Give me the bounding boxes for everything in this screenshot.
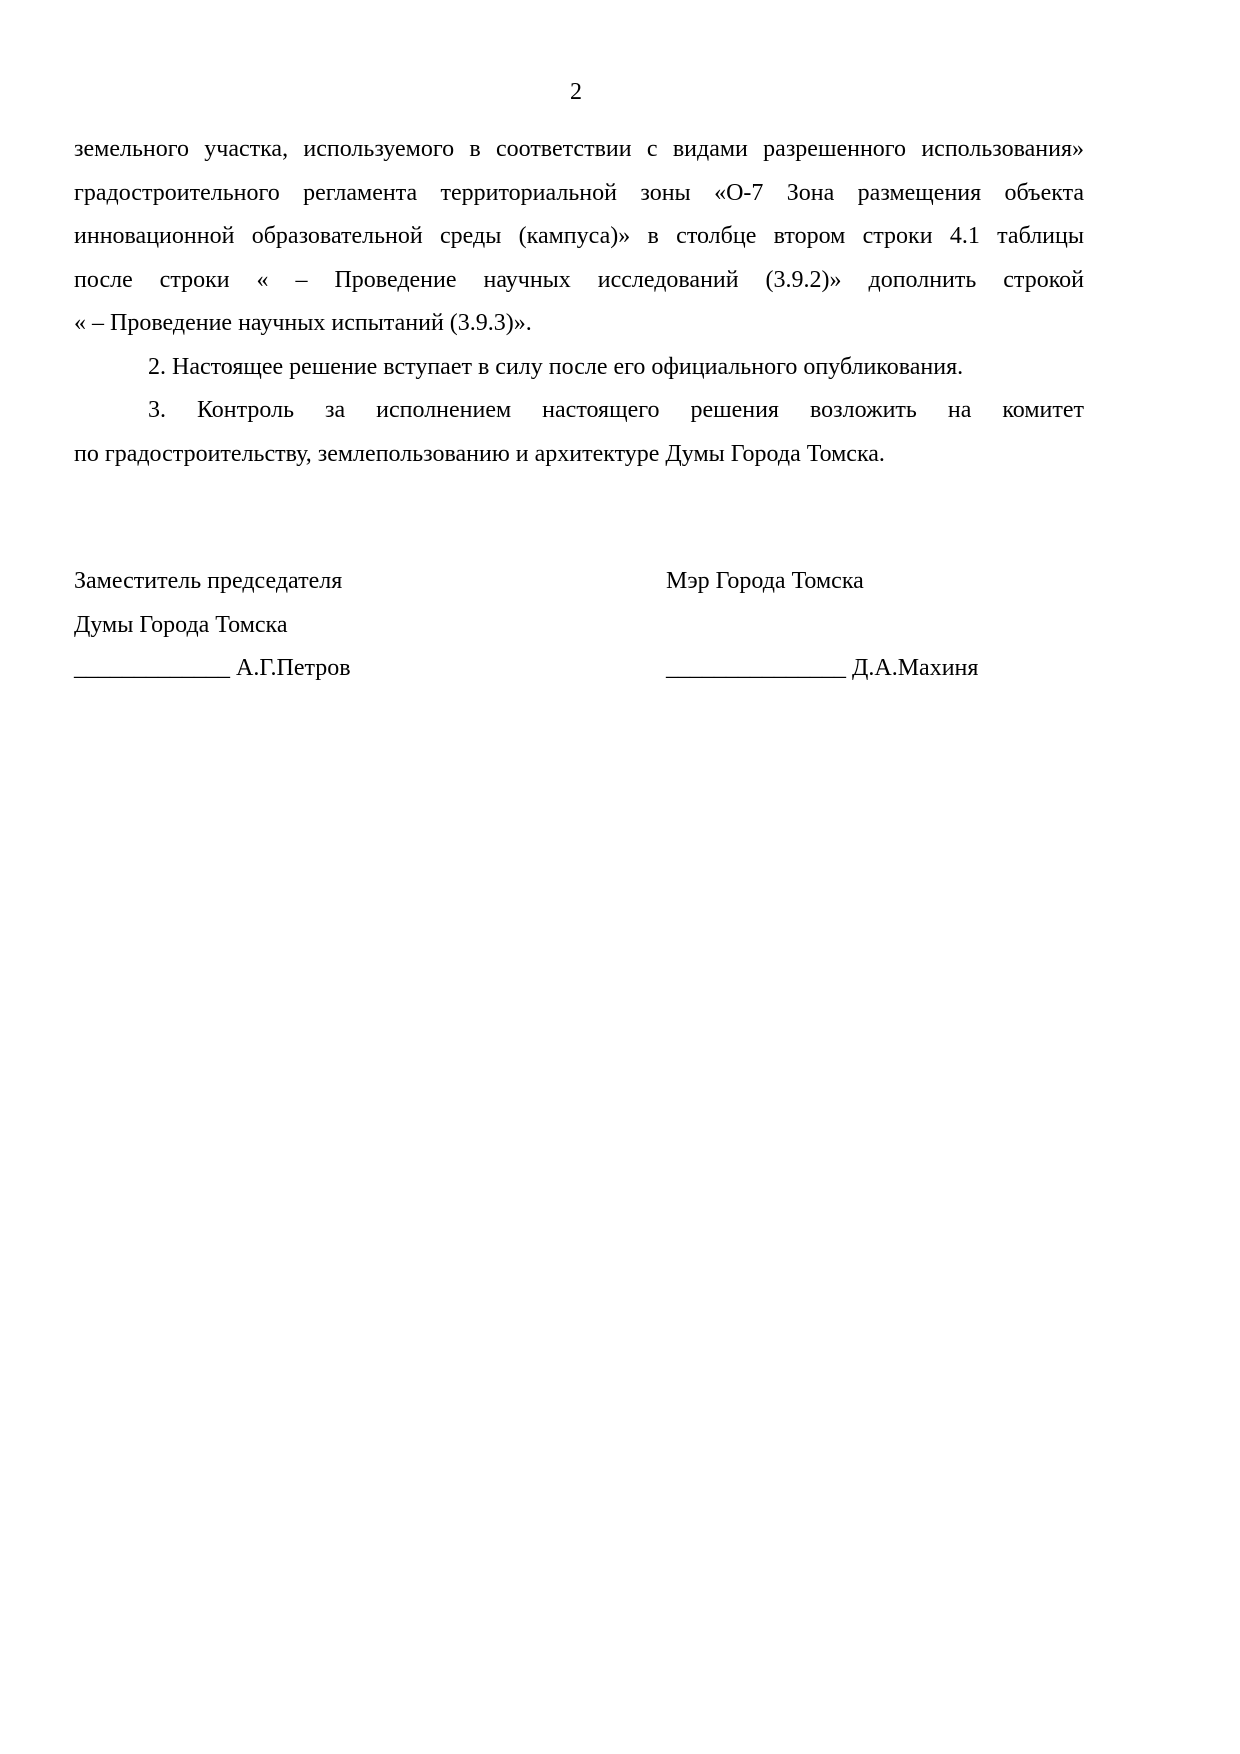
- deputy-chair-title: Заместитель председателя: [74, 568, 343, 594]
- paragraph-1-line-5: « – Проведение научных испытаний (3.9.3)».: [74, 310, 532, 336]
- paragraph-1-line-1: земельного участка, используемого в соответствии с видами разрешенного использования»: [74, 136, 1084, 162]
- deputy-chair-signature: _____________ А.Г.Петров: [74, 655, 351, 681]
- paragraph-1-line-3: инновационной образовательной среды (кампуса)» в столбце втором строки 4.1 таблицы: [74, 223, 1084, 249]
- paragraph-1: [74, 128, 1084, 346]
- signature-block-mayor: [666, 560, 1106, 691]
- paragraph-1-line-4: после строки « – Проведение научных исследований (3.9.2)» дополнить строкой: [74, 266, 1084, 293]
- page-number: 2: [570, 79, 582, 105]
- mayor-signature: _______________ Д.А.Махиня: [666, 655, 979, 681]
- paragraph-2: 2. Настоящее решение вступает в силу после его официального опубликования.: [148, 353, 964, 380]
- paragraph-3-line-1: 3. Контроль за исполнением настоящего решения возложить на комитет: [148, 397, 1084, 423]
- paragraph-3-line-2: по градостроительству, землепользованию и архитектуре Думы Города Томска.: [74, 440, 885, 467]
- mayor-spacer: [666, 604, 1106, 648]
- paragraph-3: [74, 389, 1084, 476]
- paragraph-1-line-2: градостроительного регламента территориальной зоны «О-7 Зона размещения объекта: [74, 179, 1084, 206]
- signature-block-deputy-chair: [74, 560, 634, 691]
- document-body: [74, 128, 1084, 476]
- deputy-chair-organization: Думы Города Томска: [74, 611, 288, 638]
- mayor-title: Мэр Города Томска: [666, 568, 864, 594]
